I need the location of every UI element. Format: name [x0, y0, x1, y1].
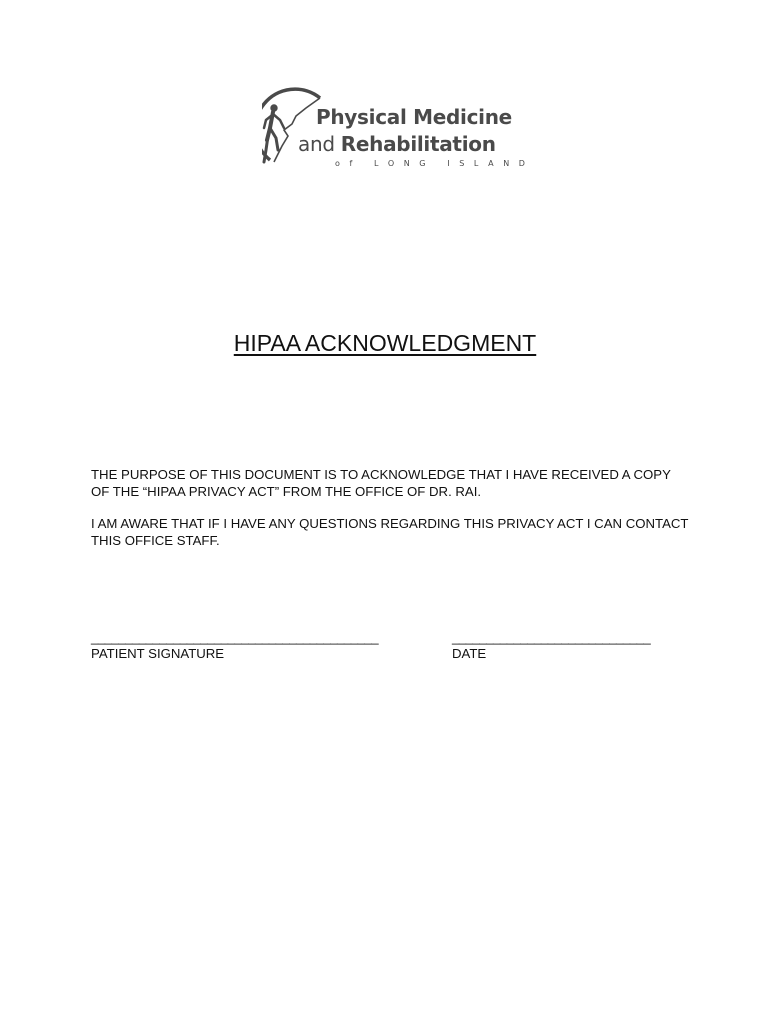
- logo-subtitle: of LONG ISLAND: [335, 159, 535, 168]
- logo-title-line2: [298, 132, 496, 156]
- patient-signature-line: __________________________________________: [91, 630, 379, 645]
- patient-signature-label: PATIENT SIGNATURE: [91, 646, 225, 661]
- acknowledgment-paragraph: THE PURPOSE OF THIS DOCUMENT IS TO ACKNOWLEDGE THAT I HAVE RECEIVED A COPY OF THE “HIPAA PRIVACY ACT” FROM THE OFFICE OF DR. RAI.: [91, 467, 671, 499]
- date-label: DATE: [452, 646, 487, 661]
- logo-line2-bold: Rehabilitation: [340, 132, 496, 156]
- contact-paragraph: I AM AWARE THAT IF I HAVE ANY QUESTIONS REGARDING THIS PRIVACY ACT I CAN CONTACT THIS OFFICE STAFF.: [91, 516, 689, 548]
- practice-logo: [262, 58, 535, 176]
- date-line: _____________________________: [452, 630, 651, 645]
- logo-title-line1: Physical Medicine: [316, 105, 512, 129]
- logo-line2-prefix: and: [298, 132, 341, 156]
- document-title: HIPAA ACKNOWLEDGMENT: [233, 330, 537, 356]
